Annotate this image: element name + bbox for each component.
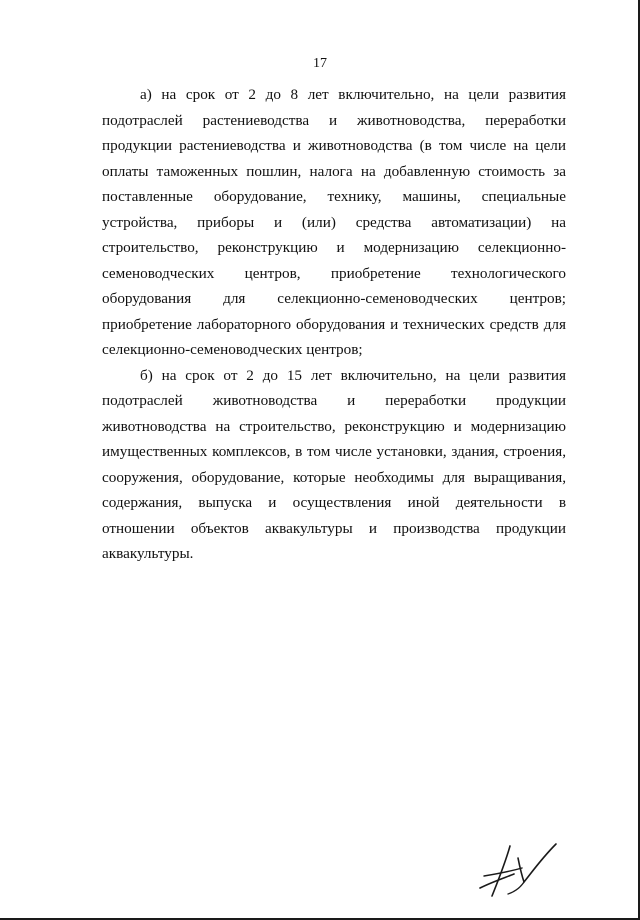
handwritten-signature: [470, 838, 562, 902]
paragraph-a: а) на срок от 2 до 8 лет включительно, на цели развития подотраслей растениеводства и животноводства, переработки продукции растениеводства и животноводства (в том числе на цели оплаты таможенных пошлин, налога на добавленную стоимость за поставленные оборудование, технику, машины, специальные устройства, приборы и (или) средства автоматизации) на строительство, реконструкцию и модернизацию селекционно-семеноводческих центров, приобретение технологического оборудования для селекционно-семеноводческих центров; приобретение лабораторного оборудования и технических средств для селекционно-семеноводческих центров;: [102, 86, 566, 358]
paragraph-b: б) на срок от 2 до 15 лет включительно, на цели развития подотраслей животноводства и переработки продукции животноводства на строительство, реконструкцию и модернизацию имущественных комплексов, в том числе установки, здания, строения, сооружения, оборудование, которые необходимы для выращивания, содержания, выпуска и осуществления иной деятельности в отношении объектов аквакультуры и производства продукции аквакультуры.: [102, 366, 566, 562]
page-number: 17: [313, 56, 327, 71]
document-body: [102, 82, 566, 567]
